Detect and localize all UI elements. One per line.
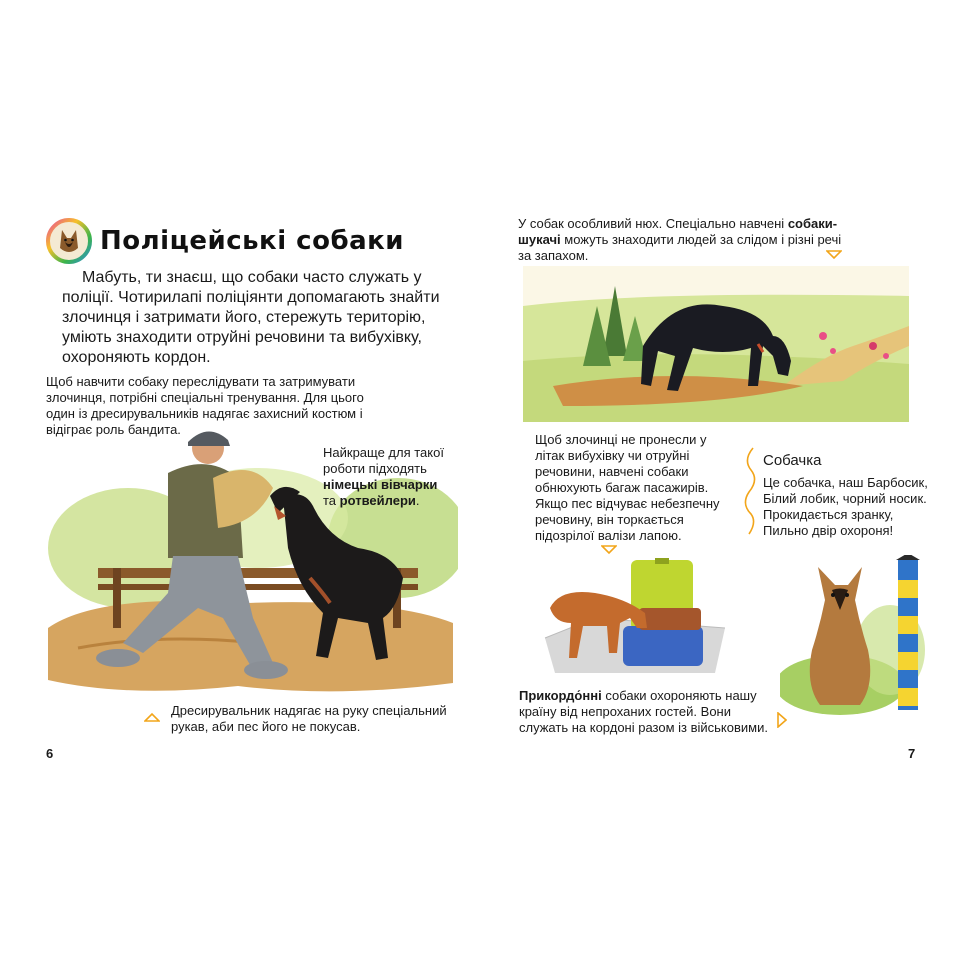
breed-rottweilers: ротвейлери — [339, 493, 416, 508]
luggage-dog-illustration — [535, 558, 730, 678]
poem-swirl-icon — [741, 446, 759, 536]
poem-line: Це собачка, наш Барбосик, — [763, 475, 928, 490]
tracking-dog-illustration — [523, 266, 909, 422]
poem-line: Прокидається зранку, — [763, 507, 894, 522]
border-dog-illustration — [780, 555, 926, 720]
sleeve-caption: Дресирувальник надягає на руку спеціальний рукав, аби пес його не покусав. — [171, 703, 447, 734]
nose-prefix: У собак особливий нюх. Спеціально навчені — [518, 216, 785, 231]
best-prefix: Найкраще для такої роботи підходять — [323, 445, 444, 476]
search-dogs-paragraph — [518, 216, 842, 264]
best-and: та — [323, 493, 337, 508]
poem-title: Собачка — [763, 452, 822, 469]
intro-paragraph — [62, 268, 454, 368]
page-number-left: 6 — [46, 746, 54, 761]
best-end: . — [415, 493, 420, 508]
arrow-down-icon — [826, 250, 842, 260]
border-dogs-term: Прикордо́нні — [519, 688, 602, 703]
training-paragraph: Щоб навчити собаку переслідувати та затримувати злочинця, потрібні спеціальні тренування. Для цього один із дресирувальників надягає захисний костюм і відіграє роль бандита. — [46, 374, 364, 437]
poem-body — [763, 475, 928, 539]
dog-logo-icon — [46, 218, 92, 264]
arrow-right-icon — [777, 712, 787, 728]
arrow-up-icon — [144, 712, 160, 722]
intro-text: Мабуть, ти знаєш, що собаки часто служать у поліції. Чотирилапі поліціянти допомагають знайти злочинця і затримати його, стережуть територію, уміють знаходити отруйні речовини та вибухівку, охороняють кордон. — [62, 269, 440, 366]
poem-line: Білий лобик, чорний носик. — [763, 491, 927, 506]
page-title: Поліцейські собаки — [100, 226, 405, 256]
breed-shepherds: німецькі вівчарки — [323, 477, 438, 492]
luggage-paragraph: Щоб злочинці не пронесли у літак вибухівку чи отруйні речовини, навчені собаки обнюхують багаж пасажирів. Якщо пес відчуває небезпечну речовину, він торкається підозрілої валізи лапою. — [535, 432, 720, 543]
arrow-down-icon — [601, 545, 617, 555]
page-number-right: 7 — [908, 746, 916, 761]
best-breeds-paragraph — [323, 445, 453, 509]
border-dogs-paragraph — [519, 688, 769, 736]
search-dogs-term: собаки-шукачі — [518, 216, 838, 247]
poem-line: Пильно двір охороня! — [763, 523, 894, 538]
nose-suffix: можуть знаходити людей за слідом і різні речі за запахом. — [518, 232, 842, 263]
border-rest: собаки охороняють нашу країну від непроханих гостей. Вони служать на кордоні разом із військовими. — [519, 688, 768, 735]
